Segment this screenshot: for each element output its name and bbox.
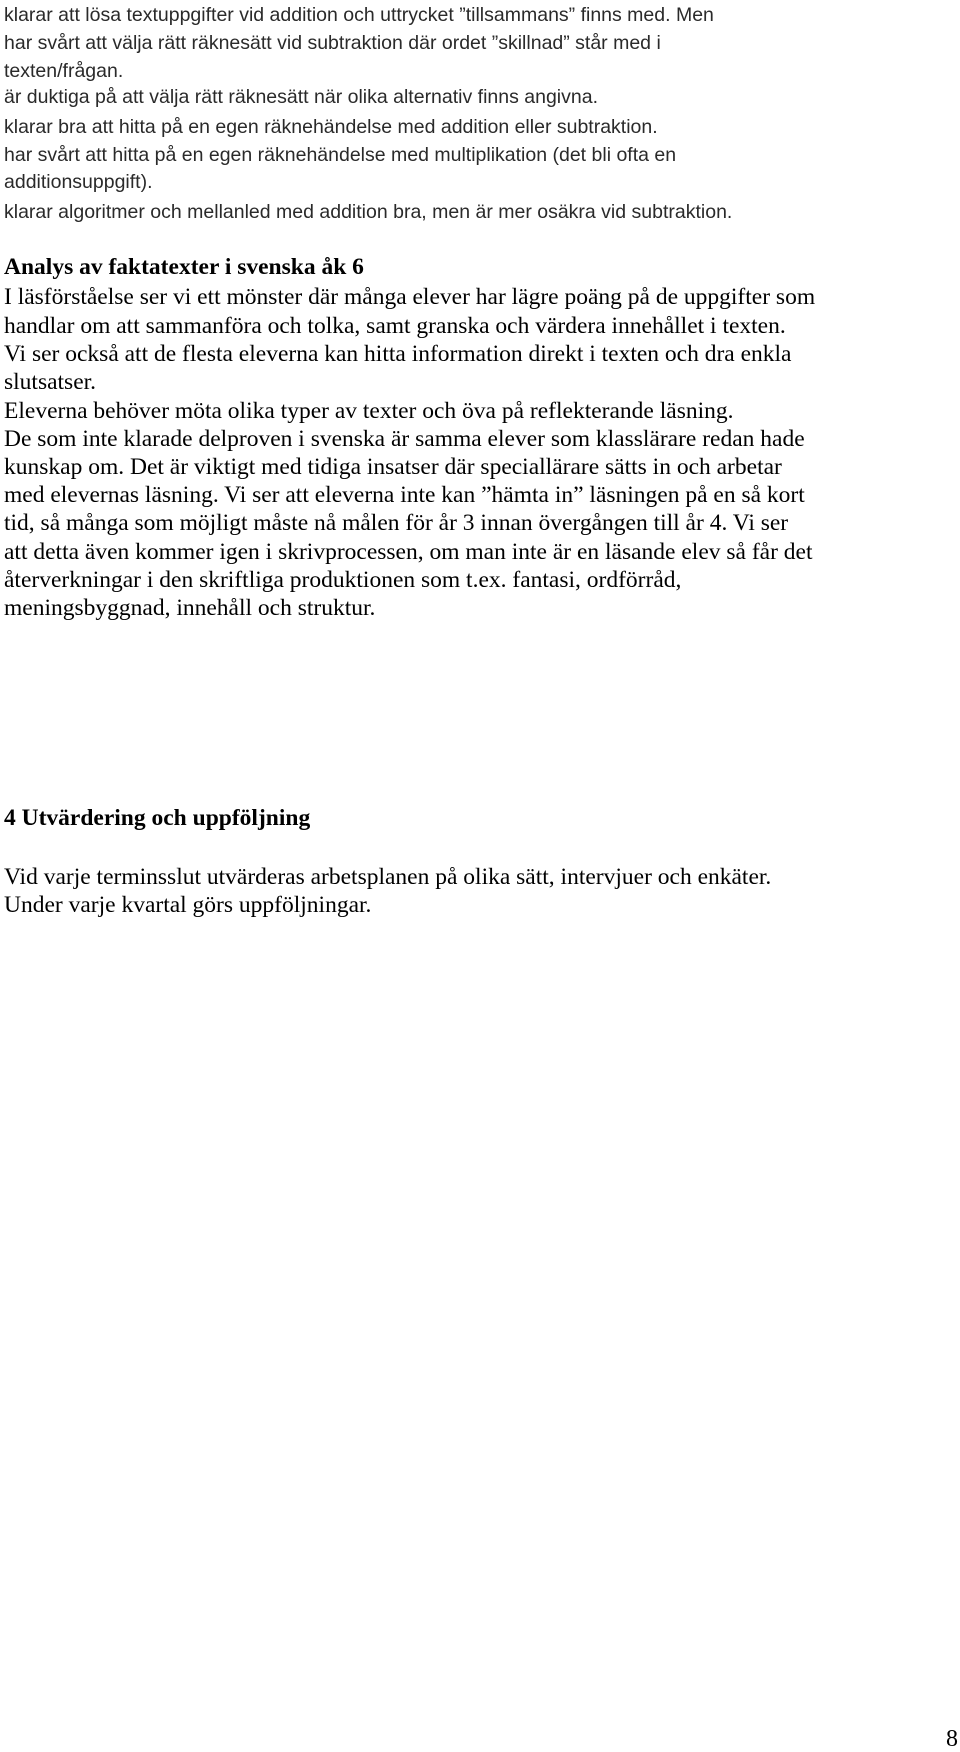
section-heading: 4 Utvärdering och uppföljning (4, 805, 311, 831)
analysis-heading: Analys av faktatexter i svenska åk 6 (4, 254, 364, 280)
list-line: klarar bra att hitta på en egen räknehändelse med addition eller subtraktion. (4, 116, 658, 138)
paragraph-line: med elevernas läsning. Vi ser att eleverna inte kan ”hämta in” läsningen på en så kort (4, 482, 805, 508)
list-line: har svårt att välja rätt räknesätt vid subtraktion där ordet ”skillnad” står med i (4, 32, 661, 54)
paragraph-line: Eleverna behöver möta olika typer av texter och öva på reflekterande läsning. (4, 398, 734, 424)
list-line: texten/frågan. (4, 60, 124, 82)
paragraph-line: tid, så många som möjligt måste nå målen för år 3 innan övergången till år 4. Vi ser (4, 510, 789, 536)
list-line: additionsuppgift). (4, 171, 153, 193)
paragraph-line: De som inte klarade delproven i svenska är samma elever som klasslärare redan hade (4, 426, 805, 452)
paragraph-line: slutsatser. (4, 369, 97, 395)
list-line: klarar algoritmer och mellanled med addition bra, men är mer osäkra vid subtraktion. (4, 201, 733, 223)
list-line: har svårt att hitta på en egen räknehändelse med multiplikation (det bli ofta en (4, 144, 677, 166)
paragraph-line: I läsförståelse ser vi ett mönster där många elever har lägre poäng på de uppgifter som (4, 284, 816, 310)
paragraph-line: återverkningar i den skriftliga produktionen som t.ex. fantasi, ordförråd, (4, 567, 682, 593)
list-line: klarar att lösa textuppgifter vid addition och uttrycket ”tillsammans” finns med. Men (4, 4, 714, 26)
paragraph-line: meningsbyggnad, innehåll och struktur. (4, 595, 376, 621)
paragraph-line: handlar om att sammanföra och tolka, samt granska och värdera innehållet i texten. (4, 313, 786, 339)
paragraph-line: kunskap om. Det är viktigt med tidiga insatser där speciallärare sätts in och arbetar (4, 454, 782, 480)
page-number: 8 (946, 1726, 958, 1752)
paragraph-line: Vi ser också att de flesta eleverna kan hitta information direkt i texten och dra enkla (4, 341, 792, 367)
paragraph-line: att detta även kommer igen i skrivprocessen, om man inte är en läsande elev så får det (4, 539, 813, 565)
paragraph-line: Under varje kvartal görs uppföljningar. (4, 892, 372, 918)
list-line: är duktiga på att välja rätt räknesätt när olika alternativ finns angivna. (4, 86, 598, 108)
paragraph-line: Vid varje terminsslut utvärderas arbetsplanen på olika sätt, intervjuer och enkäter. (4, 864, 772, 890)
